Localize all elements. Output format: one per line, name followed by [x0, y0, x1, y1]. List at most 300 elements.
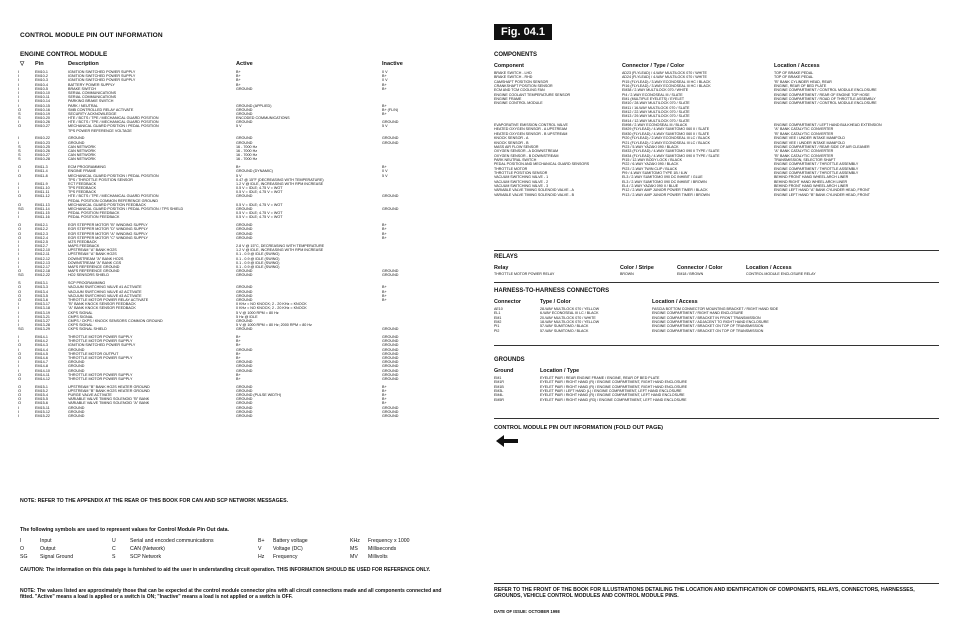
- pin-symbol: I: [18, 136, 20, 141]
- pin-symbol: I: [18, 244, 20, 249]
- pin-active: 0.1 - 0.9 @ IDLE (SWING): [236, 260, 280, 265]
- pin-inactive: GROUND: [382, 405, 399, 410]
- pin-inactive: GROUND: [382, 339, 399, 344]
- pin-number: EM14-3: [35, 343, 48, 348]
- component-name: BRAKE SWITCH - LHD: [494, 71, 532, 75]
- pin-description: CAN NETWORK: [68, 157, 96, 162]
- component-connector: EM30 (FLYLEAD) / 4-WAY SUMITOMO 060 II / SLATE: [622, 131, 710, 136]
- pin-number: EM13-5: [35, 293, 48, 298]
- component-location: ENGINE COMPARTMENT / CONTROL MODULE ENCLOSURE: [774, 88, 877, 93]
- ground-location: EYELET PAIR / REAR ENGINE FRAME / ENGINE, REAR OF BED PLATE: [540, 376, 660, 380]
- pin-number: EM11-9: [35, 181, 48, 186]
- pin-symbol: O: [18, 285, 22, 290]
- pin-inactive: GROUND: [382, 351, 399, 356]
- pin-number: EM12-22: [35, 273, 50, 278]
- pin-description: PARKING BRAKE SWITCH: [68, 99, 114, 104]
- pin-active: 1.2 V @ IDLE, INCREASING WITH RPM INCREASE: [236, 181, 324, 186]
- component-connector: EL3 / 2-WAY SUMITOMO 090 DC INHIBIT / GLUE: [622, 175, 703, 180]
- pin-description: IGNITION SWITCHED POWER SUPPLY: [68, 70, 136, 74]
- pin-description: IGNITION SWITCHED POWER SUPPLY: [68, 343, 136, 348]
- pin-description: ECM PROGRAMMING: [68, 165, 106, 170]
- pin-active: 16 - 7000 Hz: [236, 153, 258, 158]
- pin-description: CKPS SIGNAL: [68, 323, 93, 328]
- component-connector: EM13 / 29-WAY MULTILOCK 070 / SLATE: [622, 114, 690, 119]
- pin-active: GROUND: [236, 347, 253, 352]
- harness-header-connector: Connector: [494, 299, 521, 305]
- pin-description: UPSTREAM "B" BANK HO2S HEATER GROUND: [68, 384, 150, 389]
- harness-location: ENGINE COMPARTMENT / BRACKET ON TOP OF TRANSMISSION: [652, 324, 764, 329]
- legend-key: C: [112, 546, 116, 552]
- pin-symbol: O: [18, 293, 22, 298]
- component-location: BEHIND FRONT HAND WHEEL ARCH LINER: [774, 183, 849, 188]
- pin-symbol: O: [18, 355, 22, 360]
- relays-header-color: Color / Stripe: [620, 265, 654, 271]
- pin-description: CKPS SIGNAL: [68, 310, 93, 315]
- pin-symbol: S: [18, 111, 21, 116]
- grounds-row: [494, 398, 939, 402]
- ecm-section-title: ENGINE CONTROL MODULE: [20, 51, 108, 58]
- component-name: HEATED OXYGEN SENSOR - A UPSTREAM: [494, 127, 568, 132]
- pin-description: SERIAL COMMUNICATIONS: [68, 90, 117, 95]
- pin-number: EM12-5: [35, 239, 48, 244]
- pin-active: GROUND: [236, 293, 253, 298]
- pin-active: GROUND (DYNAMIC): [236, 169, 273, 174]
- harness-connector: PI2: [494, 328, 500, 333]
- component-name: HEATED OXYGEN SENSOR - B UPSTREAM: [494, 131, 568, 136]
- pin-number: EM14-2: [35, 339, 48, 344]
- component-connector: PI9 / 4-WAY SUMITOMO TYPE 1B / 6-W: [622, 170, 688, 175]
- component-location: ENGINE COMPARTMENT / ROAD OF THROTTLE ASSEMBLY: [774, 97, 876, 102]
- pin-number: EM15-4: [35, 393, 48, 398]
- pin-active: GROUND: [236, 194, 253, 199]
- component-location: TRANSMISSION, SELECTOR SHAFT: [774, 157, 836, 162]
- harness-table: [494, 307, 939, 333]
- legend-key: O: [20, 546, 25, 552]
- pin-number: EM10-26: [35, 148, 50, 153]
- ground-location: EYELET PAIR / RIGHT HAND (R) / ENGINE COMPARTMENT, LEFT HAND ENCLOSURE: [540, 393, 685, 398]
- comp-row: [494, 193, 939, 197]
- pin-active: 0.47 @ 15°F (DECREASING WITH TEMPERATURE): [236, 177, 324, 182]
- pin-symbol: O: [18, 388, 22, 393]
- component-location: "A" BANK CATALYTIC CONVERTER: [774, 127, 834, 132]
- pin-description: IGNITION SWITCHED POWER SUPPLY: [68, 74, 136, 79]
- component-location: ENGINE COMPARTMENT / LEFT HAND BULKHEAD EXTENSION: [774, 123, 882, 128]
- component-name: ENGINE CONTROL MODULE: [494, 101, 543, 106]
- page-title: CONTROL MODULE PIN OUT INFORMATION: [20, 32, 163, 39]
- pin-active: B+: [236, 343, 241, 348]
- pin-description: CAN NETWORK: [68, 144, 96, 149]
- pin-inactive: 5 V: [382, 124, 388, 129]
- pin-inactive: B+: [382, 231, 387, 236]
- components-header-component: Component: [494, 63, 524, 69]
- pin-description: SCP PROGRAMMING: [68, 281, 106, 286]
- legend-key: Hz: [258, 554, 265, 560]
- pin-number: EM10-10: [35, 90, 50, 95]
- harness-header-type: Type / Color: [540, 299, 571, 305]
- pin-active: GROUND: [236, 297, 253, 302]
- divider: [494, 418, 939, 419]
- pin-description: THROTTLE MOTOR POWER SUPPLY: [68, 339, 133, 344]
- pin-active: B+: [236, 74, 241, 79]
- pin-number: EM10-14: [35, 99, 50, 104]
- pin-inactive: GROUND: [382, 360, 399, 365]
- pin-number: EM15-5: [35, 397, 48, 402]
- legend-key: V: [258, 546, 262, 552]
- pin-active: GROUND: [236, 388, 253, 393]
- harness-location: ENGINE COMPARTMENT / BRACKET ON TOP OF TRANSMISSION: [652, 328, 764, 333]
- pin-active: 16 - 7000 Hz: [236, 144, 258, 149]
- pin-symbol: O: [18, 372, 22, 377]
- pin-description: HTE / BCTS / TPE / MECHANICAL GUARD POSITION: [68, 120, 159, 125]
- pin-description: VARIABLE VALVE TIMING SOLENOID "A" BANK: [68, 401, 150, 406]
- legend-row: [20, 538, 450, 546]
- pin-number: EM12-12: [35, 256, 50, 261]
- pin-inactive: B+: [382, 223, 387, 228]
- header-description: Description: [68, 61, 99, 67]
- pin-row: [18, 327, 468, 331]
- left-arrow-icon: [496, 435, 518, 447]
- pin-active: GROUND: [236, 289, 253, 294]
- pin-number: EM13-29: [35, 327, 50, 332]
- pin-description: BRAKE SWITCH: [68, 86, 97, 91]
- pin-symbol: S: [18, 153, 21, 158]
- component-name: MASS AIR FLOW SENSOR: [494, 144, 539, 149]
- pin-description: THROTTLE MOTOR POWER SUPPLY: [68, 376, 133, 381]
- figure-label: Fig. 04.1: [494, 24, 552, 40]
- pin-symbol: S: [18, 157, 21, 162]
- legend-key: MS: [350, 546, 358, 552]
- pin-active: GROUND: [236, 384, 253, 389]
- pin-description: MAFS REFERENCE GROUND: [68, 269, 120, 274]
- pin-inactive: B+ (FL/N): [382, 107, 399, 112]
- pin-number: EM13-18: [35, 306, 50, 311]
- component-connector: EM29 (FLYLEAD) / 4-WAY SUMITOMO 060 II / SLATE: [622, 127, 710, 132]
- component-location: ENGINE COMPARTMENT / THROTTLE ASSEMBLY: [774, 170, 859, 175]
- pin-symbol: I: [18, 364, 20, 369]
- pin-number: EM13-17: [35, 302, 50, 307]
- legend-key: B+: [258, 538, 265, 544]
- legend-value: Battery voltage: [273, 538, 308, 544]
- pin-description: UPSTREAM "B" BANK HO2S HEATER GROUND: [68, 388, 150, 393]
- pin-symbol: I: [18, 360, 20, 365]
- pin-active: 0.1 - 0.9 @ IDLE (SWING): [236, 256, 280, 261]
- pin-active: 16 - 7000 Hz: [236, 157, 258, 162]
- pin-description: EGR STEPPER MOTOR "D" WINDING SUPPLY: [68, 227, 148, 232]
- pin-symbol: O: [18, 231, 22, 236]
- relays-header-connector: Connector / Color: [677, 265, 723, 271]
- pin-inactive: B+: [382, 289, 387, 294]
- pin-number: EM13-4: [35, 289, 48, 294]
- legend-value: Millivolts: [368, 554, 388, 560]
- header-pin: Pin: [35, 61, 44, 67]
- pin-number: EM12-10: [35, 248, 50, 253]
- pin-symbol: I: [18, 78, 20, 83]
- pin-description: CMPS SIGNAL: [68, 314, 94, 319]
- components-header-location: Location / Access: [774, 63, 820, 69]
- pin-symbol: I: [18, 256, 20, 261]
- pin-description: MECHANICAL GUARD POSITION / PEDAL POSITION: [68, 124, 159, 129]
- pin-number: EM10-3: [35, 78, 48, 83]
- legend-value: SCP Network: [130, 554, 162, 560]
- ground-location: EYELET PAIR / RIGHT HAND (R) / ENGINE COMPARTMENT, RIGHT HAND ENCLOSURE: [540, 384, 687, 389]
- pin-number: EM10-1: [35, 70, 48, 74]
- pin-description: PARK / NEUTRAL: [68, 103, 99, 108]
- component-location: ENGINE VEE / UNDER INTAKE MANIFOLD: [774, 136, 846, 141]
- harness-location: ENGINE COMPARTMENT / BRACKET IN FRONT TRANSMISSION: [652, 315, 761, 320]
- pin-active: GROUND: [236, 86, 253, 91]
- pin-active: GROUND: [236, 397, 253, 402]
- legend-key: I: [20, 538, 22, 544]
- pin-number: EM14-11: [35, 372, 50, 377]
- pin-inactive: B+: [382, 397, 387, 402]
- component-connector: PI4 / 2-WAY ECONOSEAL III / SLATE: [622, 92, 683, 97]
- component-connector: PI23 / 2-WAY TWIN CLIP / BLACK: [622, 166, 678, 171]
- pin-symbol: I: [18, 265, 20, 270]
- pin-number: EM10-23: [35, 140, 50, 145]
- pin-description: GROUND: [68, 368, 85, 373]
- component-connector: PI23 / 5-WAY YAZAKI 090 / BLACK: [622, 144, 679, 149]
- pin-description: TPS / THROTTLE POSITION SENSOR: [68, 177, 133, 182]
- pin-active: 16 - 7000 Hz: [236, 148, 258, 153]
- pin-number: EM11-15: [35, 211, 50, 216]
- pin-inactive: GROUND: [382, 414, 399, 418]
- reference-note: REFER TO THE FRONT OF THE BOOK FOR ILLUSTRATIONS DETAILING THE LOCATION AND IDENTIFICATION OF COMPONENTS, RELAYS, CONNECTORS, HARNESSES, GROUNDS, VEHICLE CONTROL MODULES AND CONTROL MODULE PINS.: [494, 587, 915, 600]
- pin-symbol: I: [18, 169, 20, 174]
- pin-description: VARIABLE VALVE TIMING SOLENOID "B" BANK: [68, 397, 150, 402]
- pin-description: VACUUM SWITCHING VALVE #3 ACTIVATE: [68, 293, 142, 298]
- harness-type: 18-WAY MULTILOCK 070 / YELLOW: [540, 320, 600, 325]
- pin-active: 1.2 V @ IDLE, INCREASING WITH RPM INCREASE: [236, 248, 324, 253]
- relays-table: [494, 272, 939, 276]
- pin-symbol: I: [18, 190, 20, 195]
- pin-description: SERIAL COMMUNICATIONS: [68, 95, 117, 100]
- grounds-table: [494, 376, 939, 402]
- pin-description: "B" BANK KNOCK SENSOR FEEDBACK: [68, 302, 136, 307]
- component-connector: AD24 (FLYLEAD) / 4-WAY MULTILOCK 070 / WHITE: [622, 75, 707, 80]
- divider: [494, 583, 939, 584]
- pin-active: GROUND: [236, 360, 253, 365]
- pin-symbol: I: [18, 95, 20, 100]
- pin-inactive: GROUND: [382, 120, 399, 125]
- pin-number: EM15-12: [35, 409, 50, 414]
- pin-symbol: O: [18, 202, 22, 207]
- component-name: KNOCK SENSOR - A: [494, 136, 529, 141]
- pin-inactive: B+: [382, 285, 387, 290]
- legend-value: Serial and encoded communications: [130, 538, 214, 544]
- pin-number: EM13-21: [35, 314, 50, 319]
- pin-inactive: B+: [382, 227, 387, 232]
- pin-inactive: GROUND: [382, 343, 399, 348]
- pin-number: EM11-14: [35, 207, 50, 211]
- pin-active: 5 V: [236, 124, 242, 129]
- pin-number: EM11-13: [35, 202, 50, 207]
- pin-active: GROUND: [236, 235, 253, 240]
- pin-number: EM10-27: [35, 153, 50, 158]
- pin-inactive: B+: [382, 297, 387, 302]
- pin-number: EM10-26: [35, 120, 50, 125]
- pin-symbol: I: [18, 239, 20, 244]
- pin-number: EM15-11: [35, 405, 50, 410]
- ground-location: EYELET PAIR / RIGHT HAND (R) / ENGINE COMPARTMENT, RIGHT HAND ENCLOSURE: [540, 380, 687, 385]
- component-location: BEHIND RIGHT HAND WHEEL ARCH LINER: [774, 179, 848, 184]
- legend-value: Voltage (DC): [273, 546, 303, 552]
- pin-symbol: O: [18, 223, 22, 228]
- relays-header-location: Location / Access: [746, 265, 792, 271]
- pin-symbol: I: [18, 70, 20, 74]
- pin-inactive: B+: [382, 393, 387, 398]
- pin-symbol: O: [18, 235, 22, 240]
- pin-description: HO2 SENSORS SHIELD: [68, 273, 109, 278]
- pin-active: ENCODED COMMUNICATIONS: [236, 116, 290, 121]
- pin-inactive: B+: [382, 165, 387, 170]
- pin-description: GROUND: [68, 360, 85, 365]
- pin-symbol: I: [18, 310, 20, 315]
- legend-value: Signal Ground: [40, 554, 74, 560]
- pin-number: EM12-18: [35, 269, 50, 274]
- pin-symbol: I: [18, 99, 20, 104]
- pin-inactive: B+: [382, 388, 387, 393]
- component-location: ENGINE LEFT HAND "A" BANK CYLINDER HEAD, FRONT: [774, 188, 870, 193]
- pin-number: EM11-12: [35, 194, 50, 199]
- pin-active: 5 V @ 1000 RPM = 80 Hz; 2000 RPM = 80 Hz: [236, 323, 312, 328]
- component-connector: EL3 / 2-WAY SUMITOMO 090 DC INHIBIT / BROWN: [622, 179, 707, 184]
- pin-symbol: I: [18, 323, 20, 328]
- component-name: THROTTLE MOTOR: [494, 166, 528, 171]
- components-table: [494, 71, 939, 197]
- pin-description: VACUUM SWITCHING VALVE #1 ACTIVATE: [68, 285, 142, 290]
- values-note: NOTE: The values listed are approximately those that can be expected at the control module connector pins with all circuit connections made and all components connected and fitted. "Active" means a load is applied or a switch is ON; "Inactive" means a load is not applied or a switch is OFF.: [20, 588, 442, 600]
- pin-number: EM10-19: [35, 111, 50, 116]
- component-name: CRANKSHAFT POSITION SENSOR: [494, 84, 553, 89]
- pin-description: CAN NETWORK: [68, 153, 96, 158]
- harness-location: FASCIA BOTTOM CONNECTOR MOUNTING BRACKET / RIGHT HAND SIDE: [652, 307, 779, 311]
- pin-inactive: GROUND: [382, 136, 399, 141]
- pin-description: MAPS FEEDBACK: [68, 244, 100, 249]
- component-connector: EM14 / 12-WAY MULTILOCK 070 / SLATE: [622, 118, 690, 123]
- component-connector: EM38 / 2-WAY MULTILOCK 070 / WHITE: [622, 88, 689, 93]
- pin-number: EM14-5: [35, 351, 48, 356]
- pin-symbol: O: [18, 384, 22, 389]
- pin-active: GROUND: [236, 414, 253, 418]
- component-name: BRAKE SWITCH - RHD: [494, 75, 533, 80]
- pin-symbol: I: [18, 248, 20, 253]
- pin-symbol: SG: [18, 207, 24, 211]
- pin-active: GROUND: [236, 401, 253, 406]
- pin-description: CAN NETWORK: [68, 148, 96, 153]
- component-location: "A" BANK CATALYTIC CONVERTER: [774, 149, 834, 154]
- pin-number: EM11-4: [35, 169, 48, 174]
- component-name: PEDAL POSITION AND MECHANICAL GUARD SENSORS: [494, 162, 590, 167]
- pin-description: MECHANICAL GUARD POSITION / PEDAL POSITION: [68, 173, 159, 178]
- pin-inactive: GROUND: [382, 409, 399, 414]
- pin-active: B+: [236, 372, 241, 377]
- pin-symbol: I: [18, 103, 20, 108]
- harness-connector: EM2: [494, 320, 502, 325]
- pin-active: 0.1 - 0.9 @ IDLE (SWING): [236, 265, 280, 270]
- divider: [494, 250, 939, 251]
- component-connector: PI20 (FLYLEAD) / 2-WAY ECONOSEAL III LC / BLACK: [622, 136, 711, 141]
- pin-active: 0.5 V = IDLE; 4.75 V = WOT: [236, 202, 283, 207]
- pin-symbol: I: [18, 82, 20, 87]
- pin-inactive: GROUND: [382, 368, 399, 373]
- pin-active: 5 V @ 1000 RPM = 80 Hz: [236, 310, 279, 315]
- pin-description: THROTTLE MOTOR POWER RELAY ACTIVATE: [68, 297, 149, 302]
- pin-inactive: GROUND: [382, 372, 399, 377]
- pin-active: B+: [236, 376, 241, 381]
- pin-active: GROUND: [236, 111, 253, 116]
- pin-active: 2.8 V @ 15°C, DECREASING WITH TEMPERATURE: [236, 244, 325, 249]
- pin-symbol: I: [18, 74, 20, 79]
- pin-symbol: I: [18, 409, 20, 414]
- pin-description: SMB CONTROLLED RELAY ACTIVATE: [68, 107, 134, 112]
- pin-active: 5 Hz @ IDLE: [236, 314, 258, 319]
- pin-symbol: I: [18, 186, 20, 191]
- pin-number: EM11-3: [35, 165, 48, 170]
- pin-description: CKPS SIGNAL SHIELD: [68, 327, 107, 332]
- pin-symbol: I: [18, 414, 20, 418]
- harness-type: 57-WAY SUMITOMO / BLACK: [540, 328, 589, 333]
- component-name: VARIABLE VALVE TIMING SOLENOID VALVE - A: [494, 188, 574, 193]
- component-location: ENGINE, REAR OF BED PLATE: [774, 84, 827, 89]
- component-connector: EM98 / 2-WAY ECONOSEAL III / BLACK: [622, 123, 688, 128]
- pin-description: THROTTLE MOTOR POWER SUPPLY: [68, 372, 133, 377]
- pin-active: GROUND: [236, 227, 253, 232]
- component-location: ENGINE COMPARTMENT / THROTTLE ASSEMBLY: [774, 166, 859, 171]
- legend-key: MV: [350, 554, 358, 560]
- pin-inactive: GROUND: [382, 376, 399, 381]
- pin-number: EM15-2: [35, 388, 48, 393]
- pin-symbol: O: [18, 351, 22, 356]
- pin-inactive: B+: [382, 384, 387, 389]
- pin-row: [18, 129, 468, 133]
- pin-symbol: O: [18, 107, 22, 112]
- pin-number: EM10-16: [35, 107, 50, 112]
- component-location: ENGINE COMPARTMENT / THROTTLE ASSEMBLY: [774, 162, 859, 167]
- pin-symbol: O: [18, 269, 22, 274]
- ground-id: EM4L: [494, 393, 504, 398]
- component-name: THROTTLE POSITION SENSOR: [494, 170, 548, 175]
- pin-symbol: I: [18, 120, 20, 125]
- pin-number: EM14-6: [35, 355, 48, 360]
- pin-description: EGR STEPPER MOTOR "A" WINDING SUPPLY: [68, 231, 148, 236]
- ground-id: EM1: [494, 376, 502, 380]
- pin-number: EM10-11: [35, 95, 50, 100]
- component-connector: EM33 (FLYLEAD) / 4-WAY SUMITOMO 090 II TYPE / SLATE: [622, 149, 720, 154]
- components-header-connector: Connector / Type / Color: [622, 63, 685, 69]
- pin-active: GROUND: [236, 318, 253, 323]
- pin-number: EM11-8: [35, 173, 48, 178]
- component-location: TOP OF BRAKE PEDAL: [774, 71, 814, 75]
- pin-description: ECT FEEDBACK: [68, 181, 97, 186]
- pin-row: [18, 157, 468, 161]
- pin-number: EM10-22: [35, 136, 50, 141]
- pin-active: GROUND: [236, 269, 253, 274]
- component-connector: PI16 (FLYLEAD) / 3-WAY ECONOSEAL III HC / BLACK: [622, 84, 711, 89]
- pin-symbol: I: [18, 347, 20, 352]
- component-connector: PI15 (FLYLEAD) / 3-WAY ECONOSEAL III HC / BLACK: [622, 79, 711, 84]
- ground-id: EM1R: [494, 380, 504, 385]
- pin-description: BATTERY POWER SUPPLY: [68, 82, 115, 87]
- legend-row: [20, 554, 450, 562]
- pin-description: IGNITION SWITCHED POWER SUPPLY: [68, 78, 136, 83]
- ground-location: EYELET PAIR / RIGHT HAND (R3) / ENGINE COMPARTMENT, LEFT HAND ENCLOSURE: [540, 397, 687, 402]
- pin-description: TPS FEEDBACK: [68, 186, 97, 191]
- pin-row: [18, 215, 468, 219]
- ground-id: EM5R: [494, 397, 504, 402]
- network-note: NOTE: REFER TO THE APPENDIX AT THE REAR OF THIS BOOK FOR CAN AND SCP NETWORK MESSAGES.: [20, 498, 289, 504]
- harness-location: ENGINE COMPARTMENT / RIGHT HAND ENCLOSURE: [652, 311, 744, 316]
- pin-active: GROUND: [236, 409, 253, 414]
